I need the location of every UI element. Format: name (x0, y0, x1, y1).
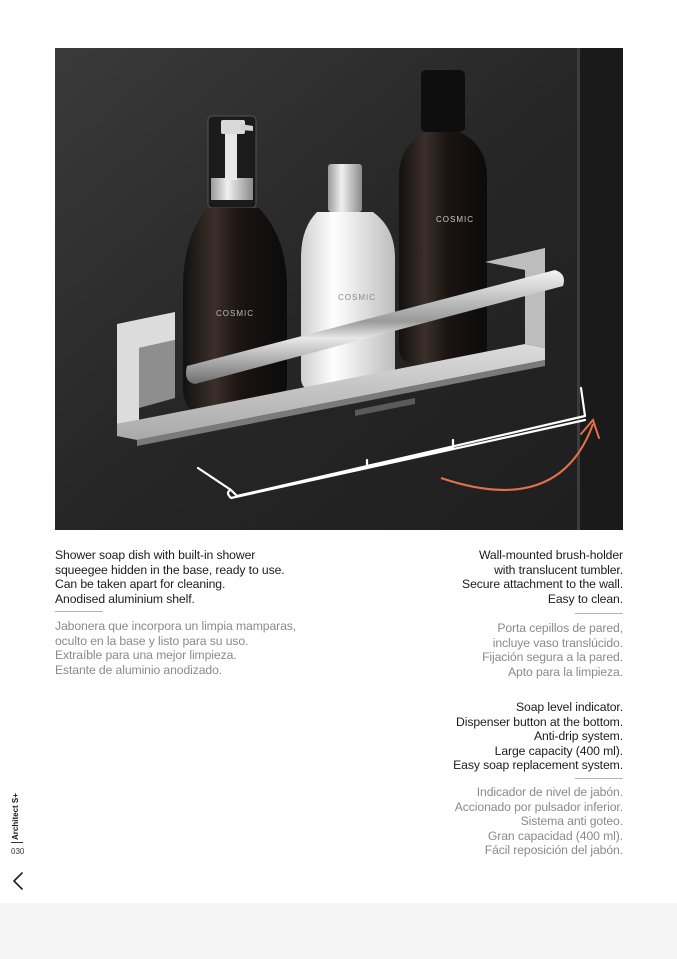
text-line: Fácil reposición del jabón. (484, 843, 623, 858)
chevron-left-icon (10, 870, 28, 892)
white-bottle-brand: COSMIC (338, 293, 376, 302)
pump-bottle-brand: COSMIC (216, 309, 254, 318)
text-line: Accionado por pulsador inferior. (454, 799, 623, 814)
text-line: with translucent tumbler. (494, 562, 623, 577)
text-line: Can be taken apart for cleaning. (55, 577, 226, 592)
shelf-description-es (55, 619, 296, 677)
bottom-bar (0, 903, 677, 959)
dispenser-description-es (455, 785, 623, 858)
text-line: Estante de aluminio anodizado. (55, 662, 223, 677)
text-line: Porta cepillos de pared, (497, 621, 623, 635)
page-number: 030 (11, 847, 25, 856)
brush-holder-description-en (462, 548, 623, 606)
collection-label (9, 792, 25, 842)
divider (55, 611, 103, 612)
divider (575, 778, 623, 779)
back-button[interactable] (10, 870, 28, 892)
product-photo (55, 48, 623, 530)
text-line: Fijación segura a la pared. (482, 650, 623, 665)
text-line: Large capacity (400 ml). (494, 743, 623, 758)
text-line: Gran capacidad (400 ml). (487, 828, 623, 843)
text-line: Indicador de nivel de jabón. (476, 785, 623, 799)
text-line: Shower soap dish with built-in shower (55, 548, 256, 562)
text-line: Jabonera que incorpora un limpia mamparas, (55, 619, 297, 633)
text-line: oculto en la base y listo para su uso. (55, 633, 249, 648)
text-line: Dispenser button at the bottom. (456, 714, 623, 729)
text-line: Easy to clean. (547, 591, 623, 606)
divider (11, 842, 23, 843)
text-line: Secure attachment to the wall. (462, 577, 623, 592)
text-line: squeegee hidden in the base, ready to use. (55, 562, 285, 577)
text-line: incluye vaso translúcido. (492, 635, 623, 650)
text-line: Soap level indicator. (516, 700, 623, 714)
text-line: Apto para la limpieza. (508, 664, 623, 679)
divider (575, 613, 623, 614)
dispenser-description-en (453, 700, 623, 773)
tall-bottle-brand: COSMIC (436, 215, 474, 224)
shelf-description-en (55, 548, 285, 606)
text-line: Wall-mounted brush-holder (478, 548, 623, 562)
text-line: Easy soap replacement system. (453, 758, 623, 773)
text-line: Anti-drip system. (533, 729, 623, 744)
brush-holder-description-es (482, 621, 623, 679)
text-line: Anodised aluminium shelf. (55, 591, 195, 606)
collection-name: Architect S+ (11, 793, 20, 840)
text-line: Sistema anti goteo. (520, 814, 623, 829)
text-line: Extraíble para una mejor limpieza. (55, 648, 237, 663)
